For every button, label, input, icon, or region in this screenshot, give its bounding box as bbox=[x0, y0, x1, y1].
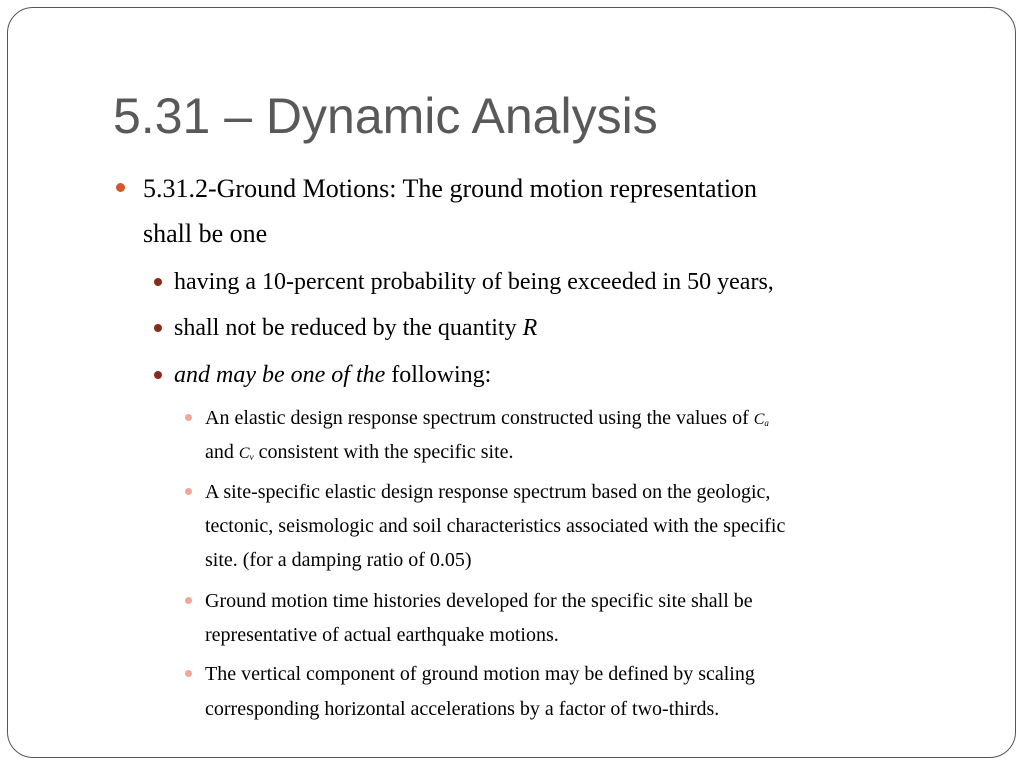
elastic-spectrum-text: An elastic design response spectrum constructed using the values of bbox=[205, 407, 754, 429]
bullet-dot-icon bbox=[185, 597, 192, 604]
bullet-site-specific-line1: A site-specific elastic design response spectrum based on the geologic, bbox=[205, 481, 771, 503]
bullet-elastic-spectrum-line2 bbox=[205, 435, 514, 474]
bullet-dot-icon bbox=[154, 278, 162, 286]
subscript-v: v bbox=[249, 452, 254, 462]
bullet-probability: having a 10-percent probability of being exceeded in 50 years, bbox=[174, 269, 774, 295]
bullet-vertical-component-line1: The vertical component of ground motion may be defined by scaling bbox=[205, 663, 755, 685]
bullet-not-reduced bbox=[174, 312, 537, 344]
bullet-site-specific-line2: tectonic, seismologic and soil characteristics associated with the specific bbox=[205, 515, 786, 537]
bullet-may-be-one-italic: and may be one of the bbox=[174, 362, 386, 388]
bullet-time-histories-line2: representative of actual earthquake motions. bbox=[205, 624, 559, 646]
elastic-spectrum-consistent: consistent with the specific site. bbox=[253, 441, 514, 463]
elastic-spectrum-and: and bbox=[205, 441, 239, 463]
bullet-vertical-component-line2: corresponding horizontal accelerations by a factor of two-thirds. bbox=[205, 698, 720, 720]
bullet-ground-motions-line2: shall be one bbox=[143, 219, 268, 248]
slide-title: 5.31 – Dynamic Analysis bbox=[113, 88, 658, 144]
bullet-dot-icon bbox=[154, 324, 162, 332]
bullet-may-be-one bbox=[174, 359, 491, 391]
bullet-time-histories-line1: Ground motion time histories developed for the specific site shall be bbox=[205, 590, 753, 612]
bullet-ground-motions-line1: 5.31.2-Ground Motions: The ground motion representation bbox=[143, 174, 758, 203]
bullet-dot-icon bbox=[116, 183, 125, 192]
bullet-site-specific-line3: site. (for a damping ratio of 0.05) bbox=[205, 549, 472, 571]
bullet-dot-icon bbox=[154, 371, 162, 379]
subscript-a: a bbox=[764, 418, 769, 428]
bullet-dot-icon bbox=[185, 488, 192, 495]
bullet-dot-icon bbox=[185, 670, 192, 677]
bullet-dot-icon bbox=[185, 414, 192, 421]
variable-r: R bbox=[522, 315, 538, 341]
variable-c: C bbox=[753, 411, 765, 428]
bullet-may-be-one-rest: following: bbox=[385, 362, 492, 388]
variable-c: C bbox=[238, 445, 250, 462]
bullet-not-reduced-text: shall not be reduced by the quantity bbox=[174, 315, 523, 341]
